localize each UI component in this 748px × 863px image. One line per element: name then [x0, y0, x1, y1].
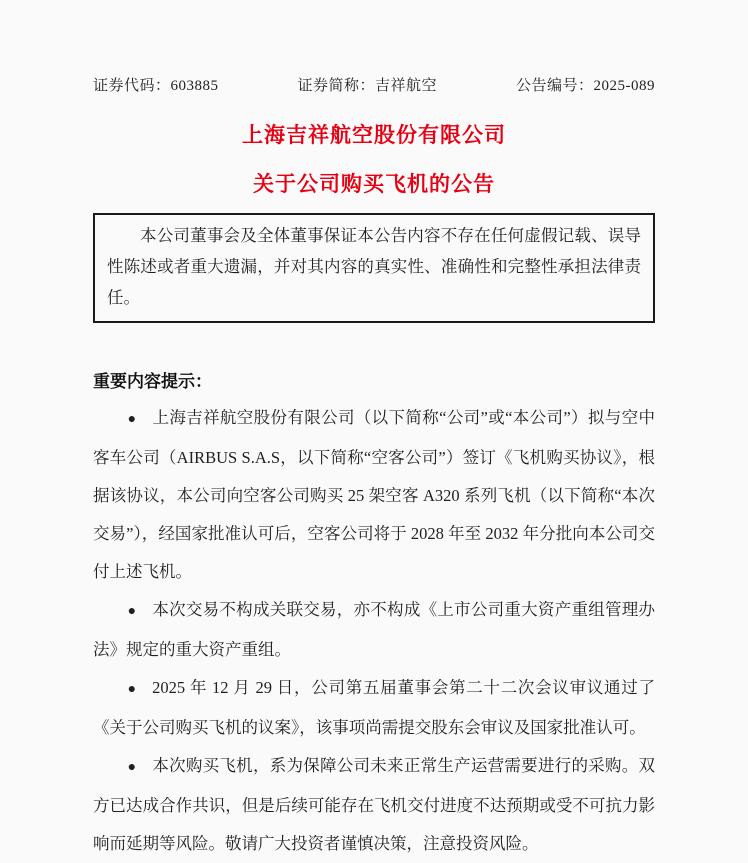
important-notice-list: [93, 399, 655, 863]
announcement-content: [93, 0, 655, 863]
bullet-icon: ●: [127, 604, 137, 619]
disclaimer-box: [93, 213, 655, 323]
important-notice-heading: 重要内容提示：: [93, 372, 212, 391]
bullet-icon: ●: [127, 412, 137, 427]
announcement-number: 公告编号：2025-089: [516, 78, 655, 94]
stock-abbreviation: 证券简称：吉祥航空: [297, 78, 438, 94]
notice-bullet-paragraph: [93, 669, 655, 747]
notice-bullet-paragraph: [93, 399, 655, 591]
announcement-subject-title: 关于公司购买飞机的公告: [253, 173, 495, 196]
securities-header: [93, 74, 655, 95]
notice-bullet-paragraph: [93, 747, 655, 863]
disclaimer-text: 本公司董事会及全体董事保证本公告内容不存在任何虚假记载、误导性陈述或者重大遗漏，并对其内容的真实性、准确性和完整性承担法律责任。: [107, 226, 641, 307]
notice-bullet-text: 2025 年 12 月 29 日，公司第五届董事会第二十二次会议审议通过了《关于公司购买飞机的议案》，该事项尚需提交股东会审议及国家批准认可。: [93, 678, 655, 737]
notice-bullet-text: 本次购买飞机，系为保障公司未来正常生产运营需要进行的采购。双方已达成合作共识，但是后续可能存在飞机交付进度不达预期或受不可抗力影响而延期等风险。敬请广大投资者谨慎决策，注意投资风险。: [93, 756, 655, 853]
notice-bullet-text: 上海吉祥航空股份有限公司（以下简称“公司”或“本公司”）拟与空中客车公司（AIRBUS S.A.S，以下简称“空客公司”）签订《飞机购买协议》，根据该协议，本公司向空客公司购买 25 架空客 A320 系列飞机（以下简称“本次交易”），经国家批准认可后，空客公司将于 2028 年至 2032 年分批向本公司交付上述飞机。: [93, 408, 655, 581]
notice-bullet-text: 本次交易不构成关联交易，亦不构成《上市公司重大资产重组管理办法》规定的重大资产重组。: [93, 600, 655, 659]
stock-code: 证券代码：603885: [93, 78, 219, 94]
company-name-title: 上海吉祥航空股份有限公司: [242, 124, 506, 147]
bullet-icon: ●: [127, 760, 137, 775]
notice-bullet-paragraph: [93, 591, 655, 669]
bullet-icon: ●: [127, 682, 137, 697]
